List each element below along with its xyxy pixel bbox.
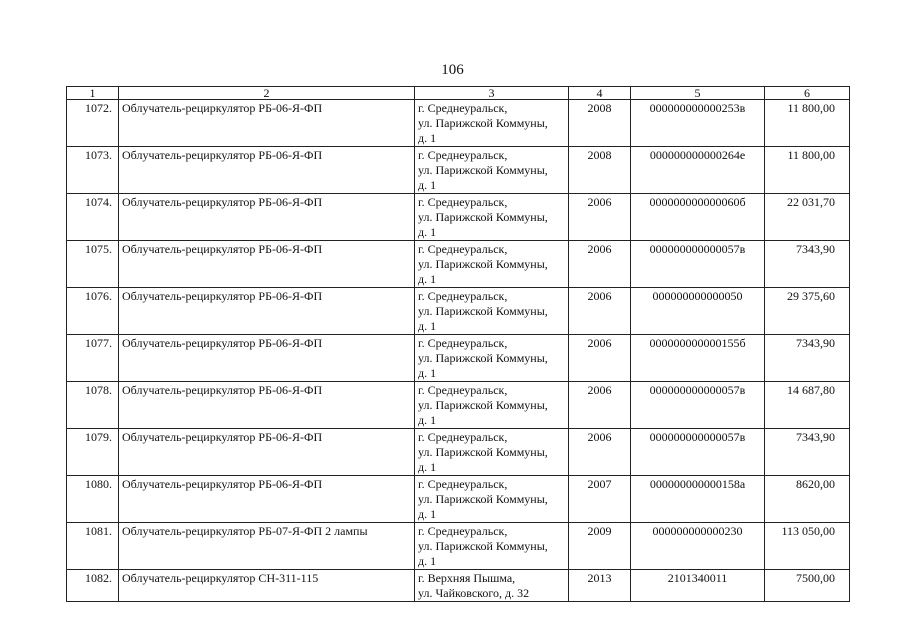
address-line: д. 1 — [418, 507, 437, 521]
address-line: д. 1 — [418, 554, 437, 568]
inventory-number: 000000000000230 — [631, 523, 765, 570]
item-address — [415, 570, 569, 602]
item-address — [415, 476, 569, 523]
item-address — [415, 147, 569, 194]
address-line: г. Среднеуральск, — [418, 242, 508, 256]
item-address — [415, 100, 569, 147]
row-number: 1074. — [67, 194, 119, 241]
column-header: 3 — [415, 87, 569, 100]
item-amount: 7343,90 — [765, 241, 850, 288]
inventory-number: 000000000000264е — [631, 147, 765, 194]
table-row — [67, 570, 850, 602]
item-amount: 22 031,70 — [765, 194, 850, 241]
address-line: г. Среднеуральск, — [418, 289, 508, 303]
address-line: д. 1 — [418, 178, 437, 192]
address-line: ул. Парижской Коммуны, — [418, 116, 548, 130]
inventory-number: 000000000000057в — [631, 382, 765, 429]
address-line: г. Среднеуральск, — [418, 101, 508, 115]
item-name: Облучатель-рециркулятор РБ-06-Я-ФП — [119, 241, 415, 288]
address-line: ул. Парижской Коммуны, — [418, 445, 548, 459]
row-number: 1079. — [67, 429, 119, 476]
inventory-number: 000000000000057в — [631, 429, 765, 476]
column-header: 2 — [119, 87, 415, 100]
page-number: 106 — [441, 62, 464, 78]
item-year: 2007 — [569, 476, 631, 523]
row-number: 1073. — [67, 147, 119, 194]
inventory-number: 2101340011 — [631, 570, 765, 602]
item-name: Облучатель-рециркулятор РБ-06-Я-ФП — [119, 476, 415, 523]
row-number: 1072. — [67, 100, 119, 147]
item-address — [415, 523, 569, 570]
address-line: д. 1 — [418, 319, 437, 333]
address-line: д. 1 — [418, 366, 437, 380]
address-line: г. Среднеуральск, — [418, 383, 508, 397]
address-line: ул. Парижской Коммуны, — [418, 351, 548, 365]
item-name: Облучатель-рециркулятор РБ-06-Я-ФП — [119, 100, 415, 147]
address-line: ул. Парижской Коммуны, — [418, 492, 548, 506]
address-line: ул. Парижской Коммуны, — [418, 398, 548, 412]
row-number: 1082. — [67, 570, 119, 602]
item-address — [415, 194, 569, 241]
item-name: Облучатель-рециркулятор РБ-07-Я-ФП 2 лампы — [119, 523, 415, 570]
item-name: Облучатель-рециркулятор РБ-06-Я-ФП — [119, 288, 415, 335]
table-row — [67, 476, 850, 523]
inventory-number: 000000000000057в — [631, 241, 765, 288]
item-name: Облучатель-рециркулятор РБ-06-Я-ФП — [119, 429, 415, 476]
address-line: ул. Чайковского, д. 32 — [418, 586, 530, 600]
address-line: г. Среднеуральск, — [418, 148, 508, 162]
item-year: 2008 — [569, 100, 631, 147]
item-address — [415, 288, 569, 335]
column-header: 5 — [631, 87, 765, 100]
item-address — [415, 382, 569, 429]
item-year: 2006 — [569, 335, 631, 382]
item-amount: 7343,90 — [765, 335, 850, 382]
item-amount: 11 800,00 — [765, 147, 850, 194]
row-number: 1077. — [67, 335, 119, 382]
item-name: Облучатель-рециркулятор РБ-06-Я-ФП — [119, 194, 415, 241]
inventory-number: 000000000000060б — [631, 194, 765, 241]
column-header: 1 — [67, 87, 119, 100]
address-line: г. Среднеуральск, — [418, 477, 508, 491]
column-header: 4 — [569, 87, 631, 100]
item-year: 2006 — [569, 288, 631, 335]
item-name: Облучатель-рециркулятор РБ-06-Я-ФП — [119, 147, 415, 194]
inventory-number: 000000000000050 — [631, 288, 765, 335]
item-year: 2006 — [569, 241, 631, 288]
row-number: 1076. — [67, 288, 119, 335]
address-line: д. 1 — [418, 131, 437, 145]
address-line: д. 1 — [418, 460, 437, 474]
inventory-table — [66, 86, 850, 602]
item-year: 2006 — [569, 429, 631, 476]
column-header: 6 — [765, 87, 850, 100]
item-name: Облучатель-рециркулятор СН-311-115 — [119, 570, 415, 602]
item-year: 2006 — [569, 194, 631, 241]
item-name: Облучатель-рециркулятор РБ-06-Я-ФП — [119, 335, 415, 382]
item-year: 2013 — [569, 570, 631, 602]
address-line: ул. Парижской Коммуны, — [418, 163, 548, 177]
item-amount: 29 375,60 — [765, 288, 850, 335]
address-line: д. 1 — [418, 272, 437, 286]
address-line: ул. Парижской Коммуны, — [418, 210, 548, 224]
item-address — [415, 241, 569, 288]
item-amount: 7343,90 — [765, 429, 850, 476]
address-line: ул. Парижской Коммуны, — [418, 539, 548, 553]
item-year: 2009 — [569, 523, 631, 570]
table-row — [67, 382, 850, 429]
table-row — [67, 523, 850, 570]
item-year: 2008 — [569, 147, 631, 194]
item-amount: 7500,00 — [765, 570, 850, 602]
row-number: 1075. — [67, 241, 119, 288]
table-row — [67, 147, 850, 194]
address-line: г. Среднеуральск, — [418, 195, 508, 209]
item-year: 2006 — [569, 382, 631, 429]
item-amount: 11 800,00 — [765, 100, 850, 147]
row-number: 1078. — [67, 382, 119, 429]
inventory-number: 000000000000253в — [631, 100, 765, 147]
table-row — [67, 100, 850, 147]
header-row — [67, 87, 850, 100]
address-line: г. Среднеуральск, — [418, 524, 508, 538]
row-number: 1081. — [67, 523, 119, 570]
item-address — [415, 429, 569, 476]
table-row — [67, 429, 850, 476]
item-amount: 14 687,80 — [765, 382, 850, 429]
table-row — [67, 288, 850, 335]
address-line: г. Среднеуральск, — [418, 336, 508, 350]
table-row — [67, 194, 850, 241]
item-name: Облучатель-рециркулятор РБ-06-Я-ФП — [119, 382, 415, 429]
inventory-number: 000000000000155б — [631, 335, 765, 382]
table-row — [67, 241, 850, 288]
address-line: д. 1 — [418, 413, 437, 427]
address-line: г. Верхняя Пышма, — [418, 571, 516, 585]
row-number: 1080. — [67, 476, 119, 523]
address-line: д. 1 — [418, 225, 437, 239]
address-line: г. Среднеуральск, — [418, 430, 508, 444]
table-row — [67, 335, 850, 382]
item-amount: 8620,00 — [765, 476, 850, 523]
inventory-number: 000000000000158а — [631, 476, 765, 523]
item-address — [415, 335, 569, 382]
address-line: ул. Парижской Коммуны, — [418, 304, 548, 318]
item-amount: 113 050,00 — [765, 523, 850, 570]
address-line: ул. Парижской Коммуны, — [418, 257, 548, 271]
